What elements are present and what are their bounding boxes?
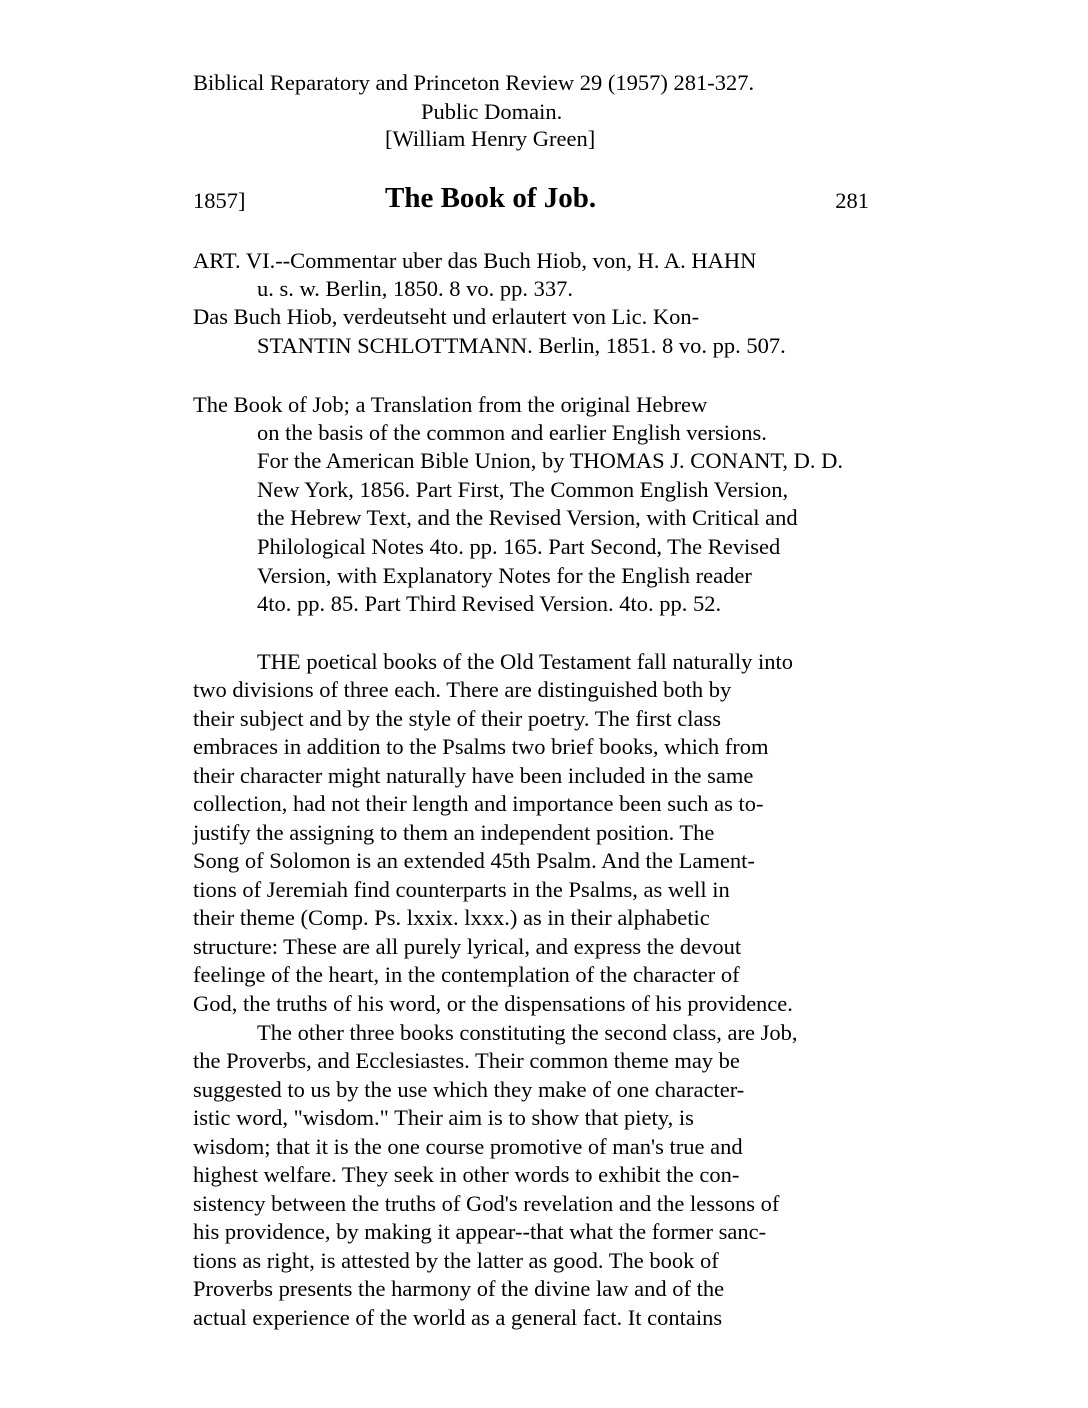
body-line: The other three books constituting the second class, are Job,: [257, 1020, 798, 1045]
body-line: tions as right, is attested by the latter as good. The book of: [193, 1248, 719, 1273]
source-citation: Biblical Reparatory and Princeton Review 29 (1957) 281-327.: [193, 70, 755, 95]
body-line: THE poetical books of the Old Testament fall naturally into: [257, 649, 794, 674]
bibliography-line: New York, 1856. Part First, The Common English Version,: [257, 477, 789, 502]
bibliography-line: STANTIN SCHLOTTMANN. Berlin, 1851. 8 vo. pp. 507.: [257, 333, 786, 358]
body-line: istic word, "wisdom." Their aim is to show that piety, is: [193, 1105, 694, 1130]
body-line: feelinge of the heart, in the contemplation of the character of: [193, 962, 740, 987]
body-line: justify the assigning to them an independent position. The: [193, 820, 715, 845]
body-line: tions of Jeremiah find counterparts in the Psalms, as well in: [193, 877, 730, 902]
page-number: 281: [835, 188, 869, 213]
body-line: their subject and by the style of their poetry. The first class: [193, 706, 721, 731]
body-line: collection, had not their length and importance been such as to-: [193, 791, 764, 816]
body-line: the Proverbs, and Ecclesiastes. Their common theme may be: [193, 1048, 740, 1073]
body-line: actual experience of the world as a general fact. It contains: [193, 1305, 723, 1330]
source-rights: Public Domain.: [421, 99, 563, 124]
source-author: [William Henry Green]: [385, 126, 596, 151]
body-line: structure: These are all purely lyrical, and express the devout: [193, 934, 742, 959]
bibliography-line: the Hebrew Text, and the Revised Version, with Critical and: [257, 505, 798, 530]
body-line: two divisions of three each. There are distinguished both by: [193, 677, 732, 702]
bibliography-line: Philological Notes 4to. pp. 165. Part Second, The Revised: [257, 534, 781, 559]
body-line: Song of Solomon is an extended 45th Psalm. And the Lament-: [193, 848, 755, 873]
page-title: The Book of Job.: [385, 182, 597, 214]
body-line: Proverbs presents the harmony of the divine law and of the: [193, 1276, 725, 1301]
bibliography-line: ART. VI.--Commentar uber das Buch Hiob, von, H. A. HAHN: [193, 248, 757, 273]
body-line: their character might naturally have been included in the same: [193, 763, 754, 788]
body-line: wisdom; that it is the one course promotive of man's true and: [193, 1134, 743, 1159]
bibliography-line: For the American Bible Union, by THOMAS J. CONANT, D. D.: [257, 448, 844, 473]
body-line: embraces in addition to the Psalms two brief books, which from: [193, 734, 769, 759]
body-line: their theme (Comp. Ps. lxxix. lxxx.) as in their alphabetic: [193, 905, 710, 930]
bibliography-line: The Book of Job; a Translation from the original Hebrew: [193, 392, 708, 417]
running-head-year: 1857]: [193, 188, 246, 213]
bibliography-line: Version, with Explanatory Notes for the English reader: [257, 563, 752, 588]
bibliography-line: u. s. w. Berlin, 1850. 8 vo. pp. 337.: [257, 276, 574, 301]
bibliography-line: 4to. pp. 85. Part Third Revised Version. 4to. pp. 52.: [257, 591, 722, 616]
body-line: his providence, by making it appear--that what the former sanc-: [193, 1219, 767, 1244]
body-line: suggested to us by the use which they make of one character-: [193, 1077, 745, 1102]
body-line: sistency between the truths of God's revelation and the lessons of: [193, 1191, 780, 1216]
bibliography-line: Das Buch Hiob, verdeutseht und erlautert von Lic. Kon-: [193, 304, 700, 329]
bibliography-line: on the basis of the common and earlier English versions.: [257, 420, 767, 445]
body-line: highest welfare. They seek in other words to exhibit the con-: [193, 1162, 740, 1187]
body-line: God, the truths of his word, or the dispensations of his providence.: [193, 991, 793, 1016]
running-head: [193, 182, 869, 218]
